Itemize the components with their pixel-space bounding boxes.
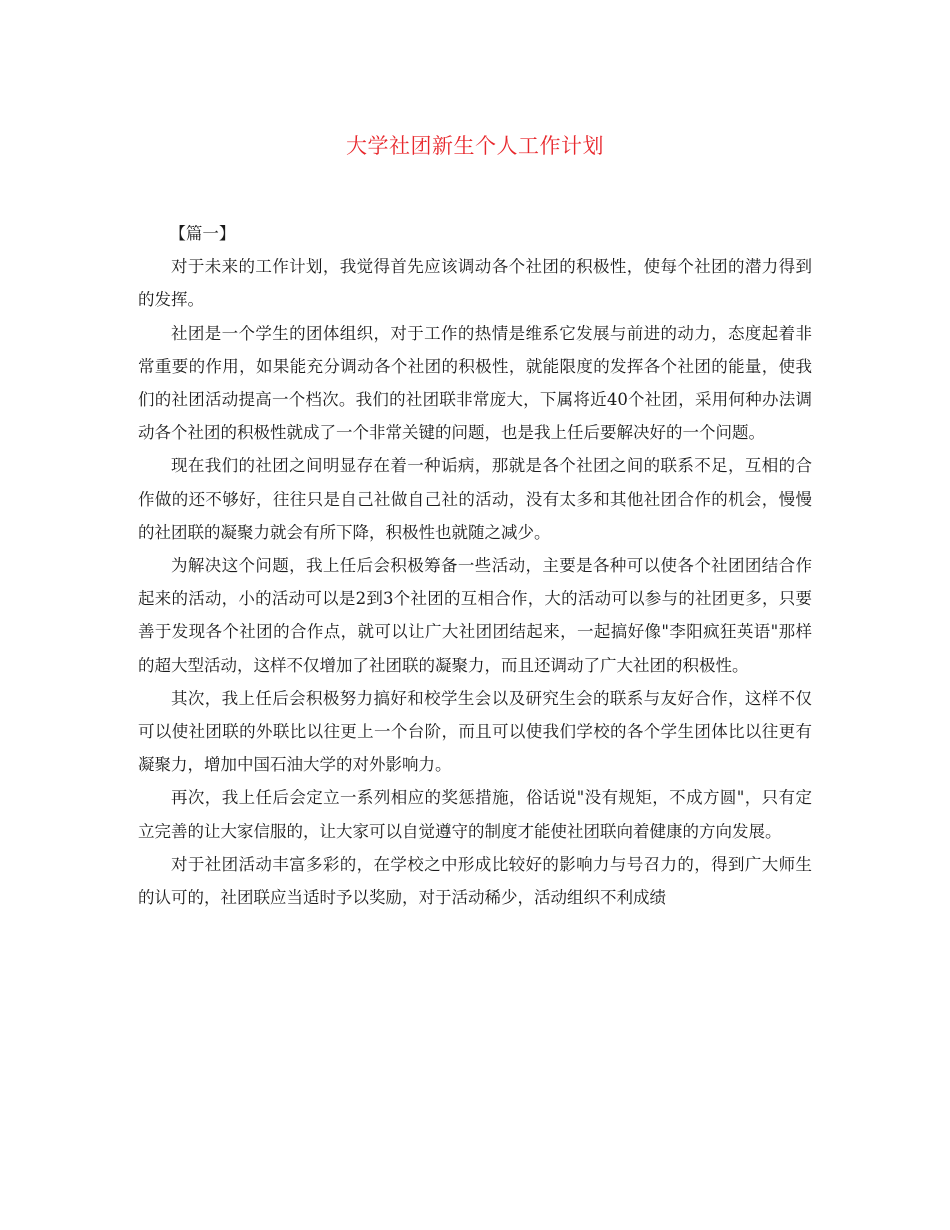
- document-body: [138, 217, 812, 914]
- document-title: 大学社团新生个人工作计划: [346, 134, 604, 158]
- paragraph: 社团是一个学生的团体组织，对于工作的热情是维系它发展与前进的动力，态度起着非常重要的作用，如果能充分调动各个社团的积极性，就能限度的发挥各个社团的能量，使我们的社团活动提高一个档次。我们的社团联非常庞大，下属将近40个社团，采用何种办法调动各个社团的积极性就成了一个非常关键的问题，也是我上任后要解决好的一个问题。: [138, 323, 812, 443]
- paragraph: 其次，我上任后会积极努力搞好和校学生会以及研究生会的联系与友好合作，这样不仅可以使社团联的外联比以往更上一个台阶，而且可以使我们学校的各个学生团体比以往更有凝聚力，增加中国石油大学的对外影响力。: [138, 688, 812, 775]
- section-heading: 【篇一】: [169, 224, 236, 243]
- paragraph: 对于社团活动丰富多彩的，在学校之中形成比较好的影响力与号召力的，得到广大师生的认可的，社团联应当适时予以奖励，对于活动稀少，活动组织不利成绩: [138, 854, 812, 908]
- paragraph: 再次，我上任后会定立一系列相应的奖惩措施，俗话说"没有规矩，不成方圆"，只有定立完善的让大家信服的，让大家可以自觉遵守的制度才能使社团联向着健康的方向发展。: [138, 788, 812, 841]
- paragraph: 为解决这个问题，我上任后会积极筹备一些活动，主要是各种可以使各个社团团结合作起来的活动，小的活动可以是2到3个社团的互相合作，大的活动可以参与的社团更多，只要善于发现各个社团的合作点，就可以让广大社团团结起来，一起搞好像"李阳疯狂英语"那样的超大型活动，这样不仅增加了社团联的凝聚力，而且还调动了广大社团的积极性。: [138, 556, 812, 675]
- paragraph: 对于未来的工作计划，我觉得首先应该调动各个社团的积极性，使每个社团的潜力得到的发挥。: [138, 257, 812, 310]
- paragraph: 现在我们的社团之间明显存在着一种诟病，那就是各个社团之间的联系不足，互相的合作做的还不够好，往往只是自己社做自己社的活动，没有太多和其他社团合作的机会，慢慢的社团联的凝聚力就会有所下降，积极性也就随之减少。: [138, 456, 812, 542]
